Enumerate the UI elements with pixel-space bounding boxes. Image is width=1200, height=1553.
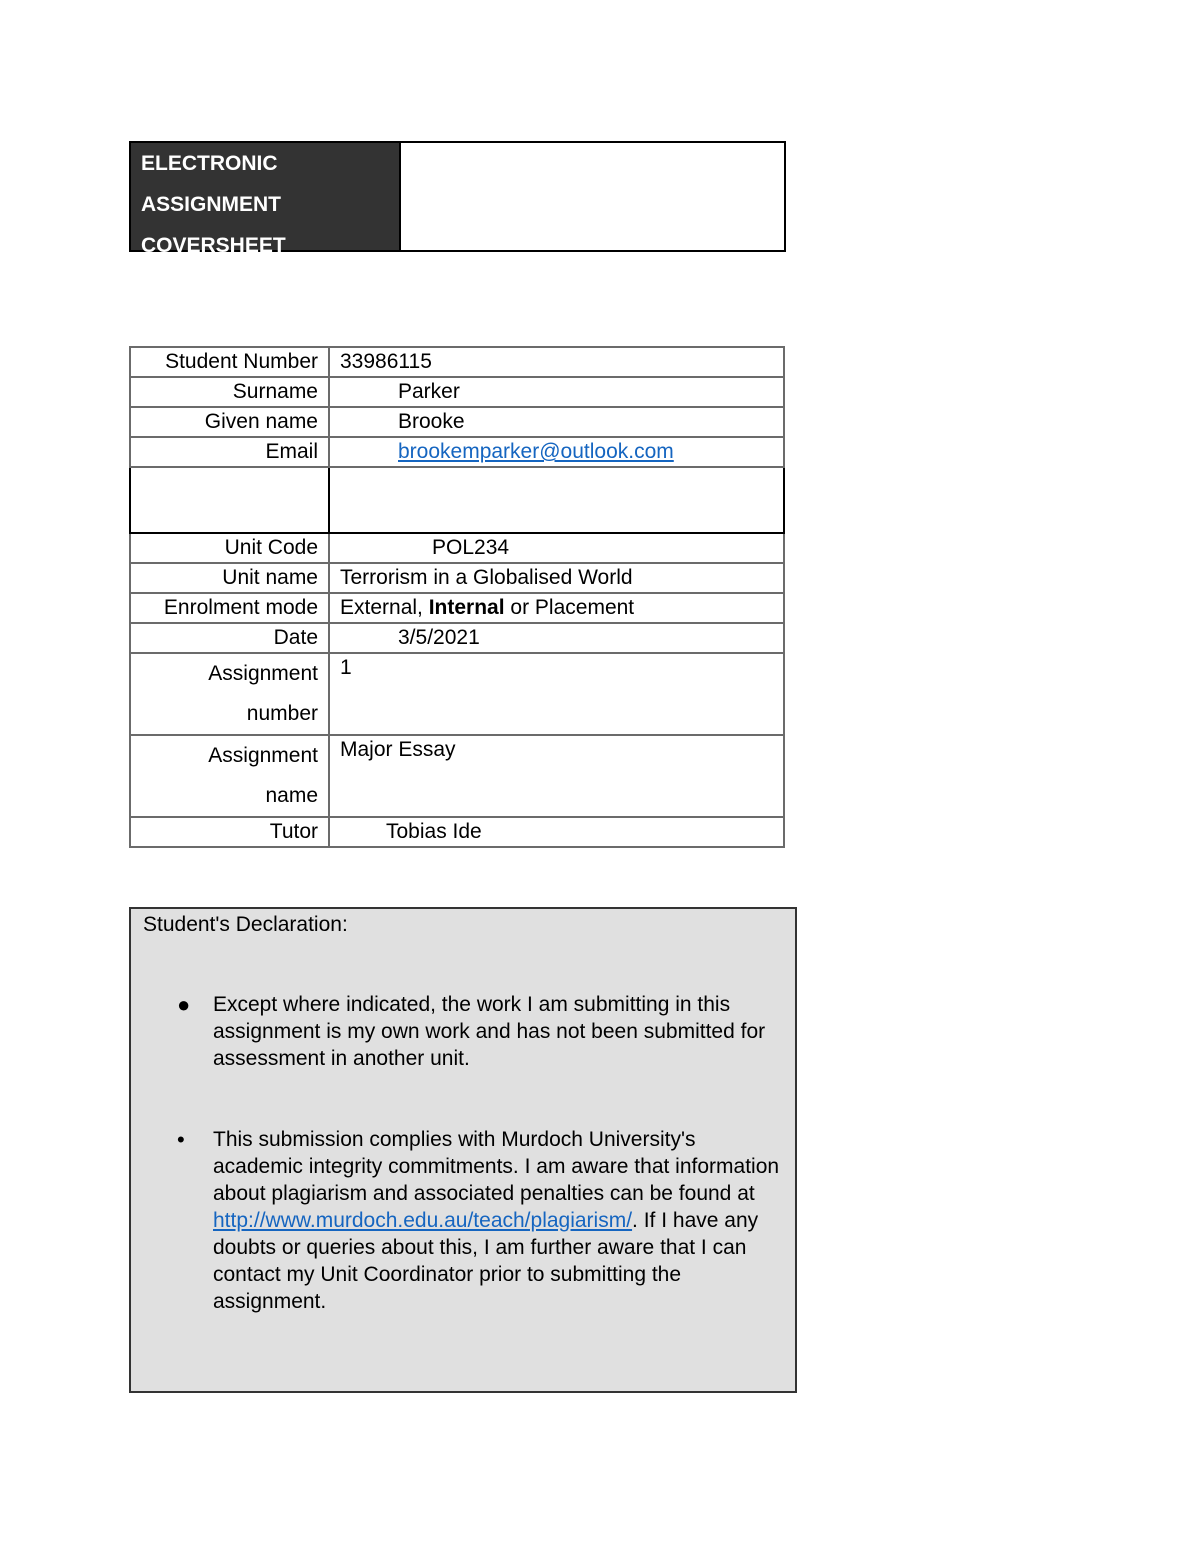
title-line: ASSIGNMENT	[141, 193, 282, 216]
unit-name-value: Terrorism in a Globalised World	[329, 563, 784, 593]
bullet-icon: ●	[177, 992, 191, 1017]
bullet-icon: •	[177, 1127, 185, 1152]
unit-code-value: POL234	[432, 536, 510, 559]
table-row	[130, 817, 784, 847]
date-value: 3/5/2021	[398, 626, 480, 649]
email-label: Email	[130, 437, 329, 467]
declaration-list	[143, 991, 783, 1315]
table-row	[130, 347, 784, 377]
declaration-bullet-2-pre: This submission complies with Murdoch University's academic integrity commitments. I am aware that information about plagiarism and associated penalties can be found at	[213, 1128, 780, 1205]
tutor-cell	[329, 817, 784, 847]
table-row	[130, 377, 784, 407]
student-details-table	[129, 346, 785, 848]
unit-code-cell	[329, 533, 784, 563]
blank-cell	[130, 467, 329, 533]
declaration-bullet-1: Except where indicated, the work I am submitting in this assignment is my own work and has not been submitted for assessment in another unit.	[213, 993, 766, 1070]
email-link[interactable]: brookemparker@outlook.com	[398, 440, 674, 463]
student-declaration-box	[129, 907, 797, 1393]
enrolment-mode-post: or Placement	[504, 596, 635, 619]
given-name-cell	[329, 407, 784, 437]
enrolment-mode-pre: External,	[340, 596, 429, 619]
table-row	[130, 407, 784, 437]
assignment-name-value: Major Essay	[329, 735, 784, 817]
declaration-bullet-2-post: . If I have any doubts or queries about this, I am further aware that I can contact my Unit Coordinator prior to submitting the assignment.	[213, 1209, 759, 1313]
table-row	[130, 593, 784, 623]
surname-label: Surname	[130, 377, 329, 407]
unit-code-label: Unit Code	[130, 533, 329, 563]
coversheet-title	[131, 143, 401, 257]
list-item	[143, 1126, 783, 1315]
label-line: Assignment	[208, 662, 318, 685]
plagiarism-link[interactable]: http://www.murdoch.edu.au/teach/plagiarism/	[213, 1209, 633, 1232]
given-name-label: Given name	[130, 407, 329, 437]
given-name-value: Brooke	[398, 410, 465, 433]
tutor-value: Tobias Ide	[386, 820, 482, 843]
date-label: Date	[130, 623, 329, 653]
blank-row	[130, 467, 784, 533]
blank-cell	[329, 467, 784, 533]
table-row	[130, 735, 784, 817]
enrolment-mode-label: Enrolment mode	[130, 593, 329, 623]
table-row	[130, 533, 784, 563]
label-line: name	[265, 784, 318, 807]
tutor-label: Tutor	[130, 817, 329, 847]
enrolment-mode-selected: Internal	[428, 596, 505, 619]
label-line: Assignment	[208, 744, 318, 767]
table-row	[130, 653, 784, 735]
table-row	[130, 623, 784, 653]
title-line: COVERSHEET	[141, 234, 286, 257]
header-blank-cell	[401, 143, 784, 250]
unit-name-label: Unit name	[130, 563, 329, 593]
title-line: ELECTRONIC	[141, 152, 278, 175]
surname-cell	[329, 377, 784, 407]
enrolment-mode-value	[329, 593, 784, 623]
student-number-label: Student Number	[130, 347, 329, 377]
surname-value: Parker	[398, 380, 460, 403]
assignment-number-label	[130, 653, 329, 735]
assignment-number-value: 1	[329, 653, 784, 735]
email-cell	[329, 437, 784, 467]
student-number-value: 33986115	[329, 347, 784, 377]
list-item	[143, 991, 783, 1072]
declaration-title: Student's Declaration:	[143, 913, 348, 936]
table-row	[130, 437, 784, 467]
date-cell	[329, 623, 784, 653]
table-row	[130, 563, 784, 593]
coversheet-header	[129, 141, 786, 257]
label-line: number	[246, 702, 318, 725]
assignment-name-label	[130, 735, 329, 817]
